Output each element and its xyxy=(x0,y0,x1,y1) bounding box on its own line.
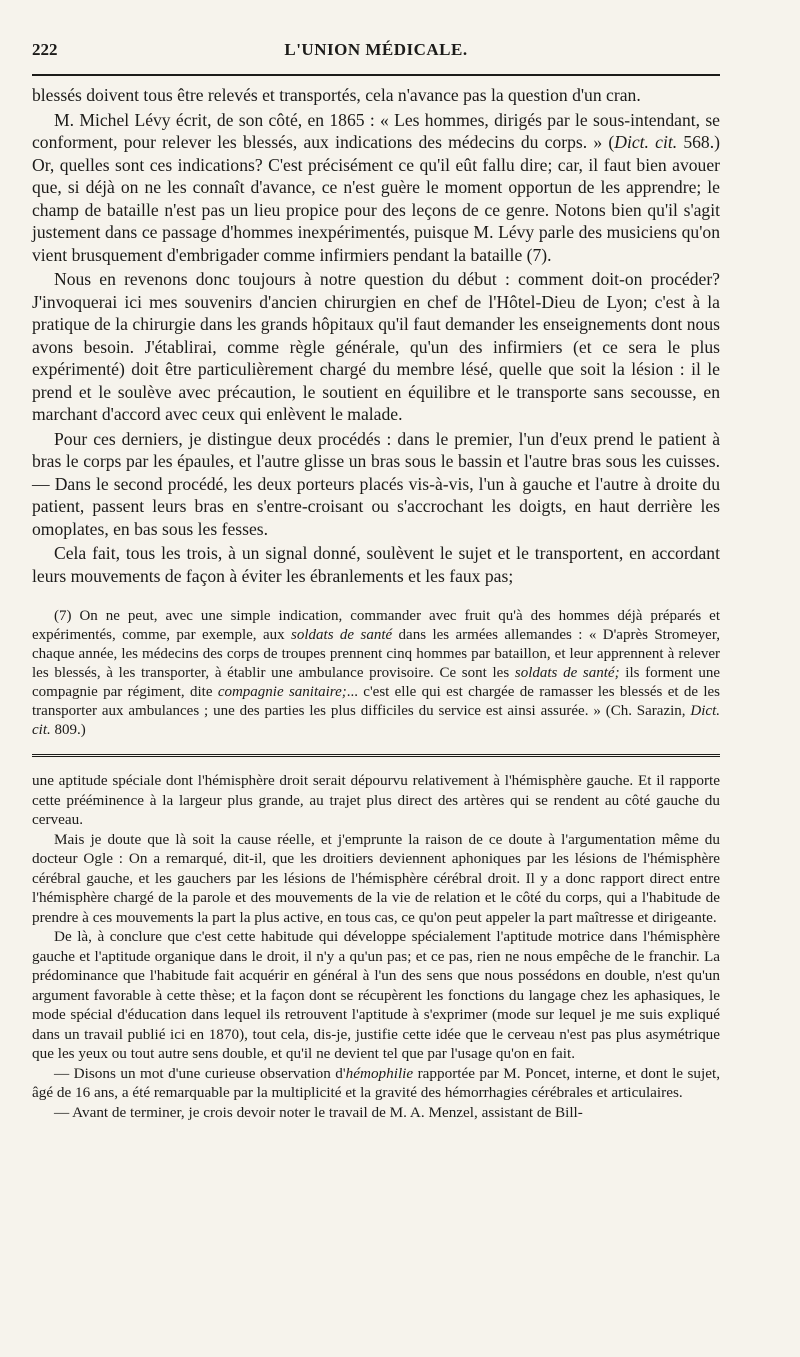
header-rule xyxy=(32,74,720,76)
page-number: 222 xyxy=(32,40,58,59)
paragraph: De là, à conclure que c'est cette habitude qui développe spécialement l'aptitude motrice dans l'hémisphère gauche et l'aptitude organique dans le droit, il n'y a qu'un pas; et ce pas, rien ne nous empêche de le franchir. La prédominance que l'habitude fait acquérir en général à l'un des sens que nous possédons en double, n'est qu'un argument favorable à cette thèse; et la façon dont se récupèrent les fonctions du langage chez les aphasiques, le mode spécial d'éducation dans lequel ils retrouvent l'aptitude à s'exprimer (mode sur lequel je me suis expliqué dans un travail publié ici en 1870), tout cela, dis-je, justifie cette idée que le cerveau n'est pas plus asymétrique que les yeux ou tout autre sens double, et qu'il ne devient tel que par l'usage qu'on en fait. xyxy=(32,928,720,1062)
footnote xyxy=(32,607,720,740)
footnote-text: (7) On ne peut, avec une simple indication, commander avec fruit qu'à des hommes déjà préparés et expérimentés, comme, par exemple, aux soldats de santé dans les armées allemandes : « D'après Stromeyer, chaque année, les médecins des corps de troupes prennent cinq hommes par bataillon, et leur apprennent à relever les blessés, à les transporter, à établir une ambulance provisoire. Ce sont les soldats de santé; ils forment une compagnie par régiment, dite compagnie sanitaire;... c'est elle qui est chargée de ramasser les blessés et de les transporter aux ambulances ; une des parties les plus difficiles du service est ainsi assurée. » (Ch. Sarazin, Dict. cit. 809.) xyxy=(32,608,720,738)
paragraph: Mais je doute que là soit la cause réelle, et j'emprunte la raison de ce doute à l'argumentation même du docteur Ogle : On a remarqué, dit-il, que les droitiers deviennent aphoniques par les lésions de l'hémisphère cérébral gauche, et les gauchers par les lésions de l'hémisphère cérébral droit. Il y a donc rapport direct entre l'hémisphère chargé de la parole et des mouvements de la vie de relation et le côté du corps, qui a l'habitude de prendre à ces mouvements la part la plus active, en tous cas, ce qu'on peut appeler la part maîtresse et dirigeante. xyxy=(32,830,720,926)
paragraph: — Disons un mot d'une curieuse observation d'hémophilie rapportée par M. Poncet, interne, et dont le sujet, âgé de 16 ans, a été remarquable par la multiplicité et la gravité des hémorrhagies cérébrales et articulaires. xyxy=(32,1064,721,1101)
paragraph: M. Michel Lévy écrit, de son côté, en 1865 : « Les hommes, dirigés par le sous-intendant, se conforment, pour relever les blessés, aux indications des médecins du corps. » (Dict. cit. 568.) Or, quelles sont ces indications? C'est précisément ce qu'il eût fallu dire; car, il faut bien avouer que, si déjà on ne les connaît d'avance, ce n'est guère le moment opportun de les apprendre; le champ de bataille n'est pas un lieu propice pour des leçons de ce genre. Notons bien qu'il s'agit justement dans ce passage d'hommes inexpérimentés, puisque M. Lévy parle des musiciens qu'on vient brusquement d'embrigader comme infirmiers pendant la bataille (7). xyxy=(32,109,720,265)
lower-text xyxy=(32,771,720,1122)
paragraph: Cela fait, tous les trois, à un signal donné, soulèvent le sujet et le transportent, en accordant leurs mouvements de façon à éviter les ébranlements et les faux pas; xyxy=(32,543,720,586)
paragraph: Nous en revenons donc toujours à notre question du début : comment doit-on procéder? J'invoquerai ici mes souvenirs d'ancien chirurgien en chef de l'Hôtel-Dieu de Lyon; c'est à la pratique de la chirurgie dans les grands hôpitaux qu'il faut demander les enseignements dont nous avons besoin. J'établirai, comme règle générale, qu'un des infirmiers (et ce sera le plus expérimenté) doit être particulièrement chargé du membre lésé, quelle que soit la lésion : il le prend et le soulève avec précaution, le soutient en équilibre et le transporte sans secousse, en marchant d'accord avec ceux qui enlèvent le malade. xyxy=(32,269,720,424)
page-header xyxy=(32,40,720,64)
paragraph: une aptitude spéciale dont l'hémisphère droit serait dépourvu relativement à l'hémisphère gauche. Et il rapporte cette prééminence à la largeur plus grande, au trajet plus direct des artères qui se rendent au côté gauche du cerveau. xyxy=(32,772,720,828)
main-text xyxy=(32,84,720,587)
paragraph: Pour ces derniers, je distingue deux procédés : dans le premier, l'un d'eux prend le patient à bras le corps par les épaules, et l'autre glisse un bras sous le bassin et l'autre bras sous les cuisses. — Dans le second procédé, les deux porteurs placés vis-à-vis, l'un à gauche et l'autre à droite du patient, passent leurs bras en s'entre-croisant ou s'accrochant les doigts, en haut derrière les omoplates, en bas sous les fesses. xyxy=(32,428,720,539)
running-title: L'UNION MÉDICALE. xyxy=(284,40,468,59)
section-divider xyxy=(32,754,720,759)
journal-page xyxy=(32,40,720,1122)
paragraph: — Avant de terminer, je crois devoir noter le travail de M. A. Menzel, assistant de Bill- xyxy=(54,1103,583,1121)
paragraph: blessés doivent tous être relevés et transportés, cela n'avance pas la question d'un cran. xyxy=(32,85,641,105)
